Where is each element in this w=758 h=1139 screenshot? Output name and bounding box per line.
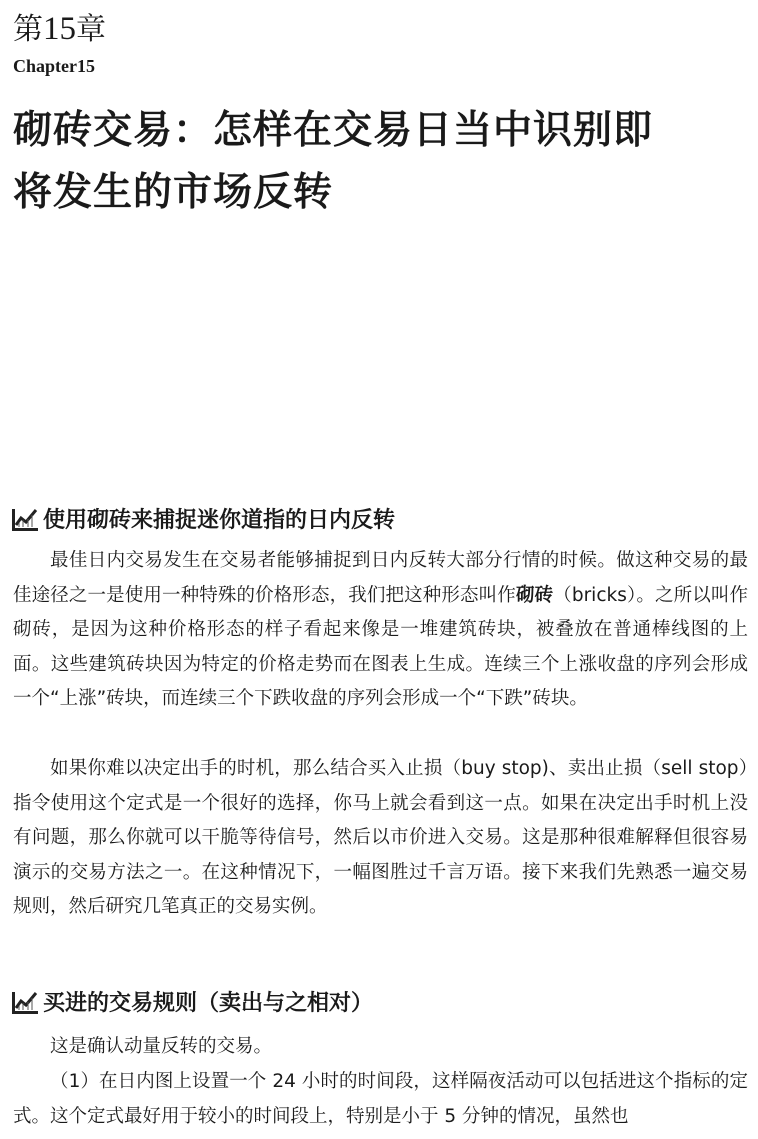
trend-chart-icon [10,503,40,533]
chapter-prefix: 第 [13,12,43,47]
paragraph-1-bold-term: 砌砖 [515,584,554,606]
section-heading-text: 使用砌砖来捕捉迷你道指的日内反转 [43,507,396,533]
section-heading-text: 买进的交易规则（卖出与之相对） [43,990,374,1016]
chapter-suffix: 章 [76,12,106,47]
chapter-english-label: Chapter15 [13,56,95,76]
section-heading [10,501,395,535]
chapter-number-value: 15 [43,11,76,47]
chapter-title [13,100,733,224]
chapter-title-line-1: 砌砖交易：怎样在交易日当中识别即 [13,108,654,153]
chapter-title-line-2: 将发生的市场反转 [13,170,334,215]
section-heading [10,984,373,1018]
paragraph-4: （1）在日内图上设置一个 24 小时的时间段，这样隔夜活动可以包括进这个指标的定式。这个定式最好用于较小的时间段上，特别是小于 5 分钟的情况，虽然也 [13,1071,748,1127]
chapter-number [13,4,106,48]
paragraph-2: 如果你难以决定出手的时机，那么结合买入止损（buy stop)、卖出止损（sell stop）指令使用这个定式是一个很好的选择，你马上就会看到这一点。如果在决定出手时机上没有问题，那么你就可以干脆等待信号，然后以市价进入交易。这是那种很难解释但很容易演示的交易方法之一。在这种情况下，一幅图胜过千言万语。接下来我们先熟悉一遍交易规则，然后研究几笔真正的交易实例。 [13,758,748,918]
paragraph-1-text-b: （bricks）。之所以叫作砌砖，是因为这种价格形态的样子看起来像是一堆建筑砖块，被叠放在普通棒线图的上面。这些建筑砖块因为特定的价格走势而在图表上生成。连续三个上涨收盘的序列会形成一个“上涨”砖块，而连续三个下跌收盘的序列会形成一个“下跌”砖块。 [13,584,748,710]
paragraph-3: 这是确认动量反转的交易。 [50,1036,273,1057]
paragraph-1 [13,544,748,717]
trend-chart-icon [10,986,40,1016]
paragraph-1-text-a: 最佳日内交易发生在交易者能够捕捉到日内反转大部分行情的时候。做这种交易的最佳途径之一是使用一种特殊的价格形态，我们把这种形态叫作 [13,550,748,606]
